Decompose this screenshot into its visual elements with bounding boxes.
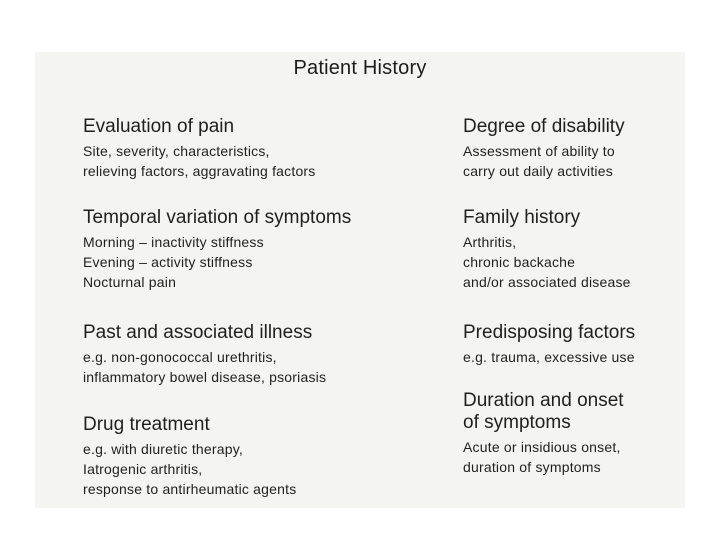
section-line: and/or associated disease [463, 274, 631, 290]
section-heading: Evaluation of pain [83, 116, 235, 137]
section-heading: Degree of disability [463, 116, 625, 137]
section-predisposing-factors [463, 322, 635, 367]
section-line: carry out daily activities [463, 163, 613, 179]
section-line: e.g. non-gonococcal urethritis, [83, 349, 277, 365]
section-heading: Temporal variation of symptoms [83, 207, 352, 228]
section-line: Acute or insidious onset, [463, 439, 621, 455]
section-heading: Duration and onset [463, 390, 624, 411]
section-heading: Predisposing factors [463, 322, 636, 343]
section-line: e.g. trauma, excessive use [463, 349, 635, 365]
section-line: Morning – inactivity stiffness [83, 234, 264, 250]
section-heading: Past and associated illness [83, 322, 313, 343]
section-line: Arthritis, [463, 234, 517, 250]
section-line: Assessment of ability to [463, 143, 615, 159]
section-temporal-variation [83, 207, 351, 292]
section-evaluation-of-pain [83, 116, 316, 181]
section-line: Iatrogenic arthritis, [83, 461, 203, 477]
section-heading: Drug treatment [83, 414, 210, 435]
section-drug-treatment [83, 414, 296, 499]
section-line: chronic backache [463, 254, 576, 270]
section-line: e.g. with diuretic therapy, [83, 441, 243, 457]
section-family-history [463, 207, 631, 292]
section-degree-of-disability [463, 116, 625, 181]
section-line: relieving factors, aggravating factors [83, 163, 316, 179]
section-line: inflammatory bowel disease, psoriasis [83, 369, 327, 385]
section-line: Nocturnal pain [83, 274, 177, 290]
section-line: response to antirheumatic agents [83, 481, 297, 497]
section-heading: Family history [463, 207, 581, 228]
section-line: Evening – activity stiffness [83, 254, 253, 270]
section-line: duration of symptoms [463, 459, 601, 475]
section-heading: of symptoms [463, 412, 571, 433]
section-past-and-associated-illness [83, 322, 326, 387]
section-line: Site, severity, characteristics, [83, 143, 270, 159]
page-title: Patient History [293, 57, 427, 79]
section-duration-and-onset [463, 390, 624, 477]
